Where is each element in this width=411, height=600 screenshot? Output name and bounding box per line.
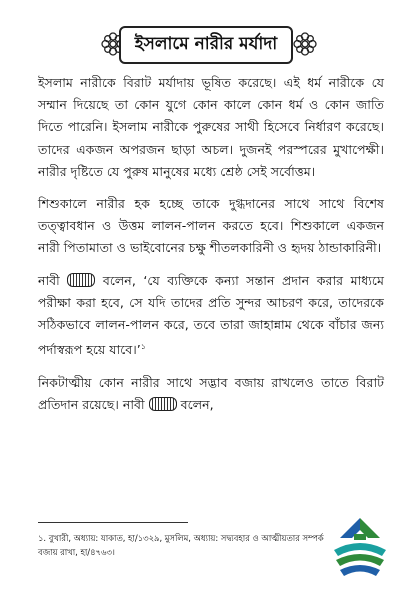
hadith-prefix: নাবী	[38, 272, 60, 288]
publisher-logo-icon	[328, 514, 392, 584]
paragraph-2: শিশুকালে নারীর হক হচ্ছে তাকে দুগ্ধদানের সাথে সাথে বিশেষ তত্ত্বাবধান ও উত্তম লালন-পালন করতে হবে। শিশুকালে একজন নারী পিতামাতা ও ভাইবোনের চক্ষু শীতলকারিনী ও হৃদয় ঠান্ডাকারিনী।	[38, 196, 384, 256]
salawat-seal-icon	[67, 273, 95, 287]
paragraph-4-end: বলেন,	[176, 396, 214, 412]
title-banner	[96, 28, 316, 62]
hadith-text: বলেন, ‘যে ব্যক্তিকে কন্যা সন্তান প্রদান করার মাধ্যমে পরীক্ষা করা হবে, সে যদি তাদের প্রতি সুন্দর আচরণ করে, তাদেরকে সঠিকভাবে লালন-পালন করে, তবে তারা জাহান্নাম থেকে বাঁচার জন্য পর্দাস্বরূপ হয়ে যাবে।’	[38, 272, 384, 358]
paragraph-4-text: নিকটাত্মীয় কোন নারীর সাথে সদ্ভাব বজায় রাখলেও তাতে বিরাট প্রতিদান রয়েছে। নাবী	[38, 374, 384, 412]
body-text	[38, 72, 384, 426]
footnote: ১. বুখারী, অধ্যায়: যাকাত, হা/১৩২৯, মুসলিম, অধ্যায়: সদ্ব্যবহার ও আত্মীয়তার সম্পর্ক বজায় রাখা, হা/৪৭৬৩।	[38, 533, 324, 557]
footnote-marker: ১	[140, 342, 146, 352]
hadith-paragraph	[38, 270, 384, 362]
paragraph-1: ইসলাম নারীকে বিরাট মর্যাদায় ভূষিত করেছে। এই ধর্ম নারীকে যে সম্মান দিয়েছে তা কোন যুগে কোন কালে কোন ধর্ম ও কোন জাতি দিতে পারেনি। ইসলাম নারীকে পুরুষের সাথী হিসেবে নির্ধারণ করেছে। তাদের একজন অপরজন ছাড়া অচল। দুজনই পরস্পরের মুখাপেক্ষী। নারীর দৃষ্টিতে যে পুরুষ মানুষের মধ্যে শ্রেষ্ঠ সেই সর্বোত্তম।	[38, 75, 384, 179]
paragraph-4	[38, 372, 384, 416]
salawat-seal-icon	[149, 397, 177, 411]
page-title: ইসলামে নারীর মর্যাদা	[119, 26, 293, 64]
footnote-divider	[38, 522, 188, 523]
